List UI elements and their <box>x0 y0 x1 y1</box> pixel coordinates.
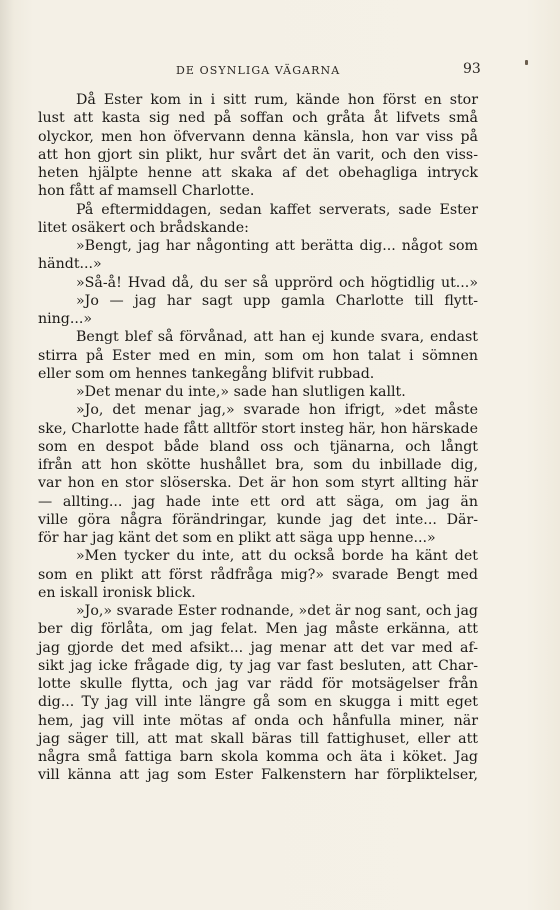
text-line: hem, jag vill inte mötas af onda och hånfulla miner, när <box>38 712 478 729</box>
text-line: ifrån att hon skötte hushållet bra, som du inbillade dig, <box>38 457 478 473</box>
text-line: jag gjorde det med afsikt... jag menar att det var med af- <box>38 639 478 656</box>
text-line: en iskall ironisk blick. <box>38 584 196 601</box>
text-line: »Jo — jag har sagt upp gamla Charlotte till flytt- <box>76 292 478 309</box>
body-text <box>38 91 478 785</box>
text-line: ville göra några förändringar, kunde jag det inte... Där- <box>38 511 478 528</box>
text-line: Bengt blef så förvånad, att han ej kunde svara, endast <box>76 329 478 346</box>
text-line: — allting... jag hade inte ett ord att säga, om jag än <box>38 493 478 510</box>
text-line: att hon gjort sin plikt, hur svårt det än varit, och den viss- <box>38 146 478 163</box>
page-fold-shadow <box>0 0 14 910</box>
text-line: jag säger till, att mat skall bäras till fattighuset, eller att <box>38 730 478 747</box>
text-line: som en plikt att först rådfråga mig?» svarade Bengt med <box>38 566 478 583</box>
text-line: händt...» <box>38 256 102 273</box>
text-line: eller som om hennes tankegång blifvit rubbad. <box>38 365 375 382</box>
text-line: som en despot både bland oss och tjänarna, och långt <box>38 438 478 455</box>
text-line: dig... Ty jag vill inte längre gå som en skugga i mitt eget <box>38 694 478 711</box>
text-line: stirra på Ester med en min, som om hon talat i sömnen <box>38 347 478 364</box>
text-line: olyckor, men hon öfvervann denna känsla, hon var viss på <box>38 128 478 145</box>
text-line: var hon en stor slöserska. Det är hon som styrt allting här <box>38 475 478 492</box>
text-line: »Så-å! Hvad då, du ser så upprörd och högtidlig ut...» <box>76 274 478 291</box>
paper-speck <box>525 60 528 65</box>
text-line: »Jo,» svarade Ester rodnande, »det är nog sant, och jag <box>76 603 478 619</box>
text-line: hon fått af mamsell Charlotte. <box>38 183 255 200</box>
text-line: »Bengt, jag har någonting att berätta dig... något som <box>76 238 478 254</box>
text-line: ber dig förlåta, om jag felat. Men jag måste erkänna, att <box>38 621 478 638</box>
text-line: lust att kasta sig ned på soffan och gråta åt lifvets små <box>38 110 478 127</box>
text-line: »Men tycker du inte, att du också borde ha känt det <box>76 548 478 565</box>
text-line: På eftermiddagen, sedan kaffet serverats, sade Ester <box>76 201 478 218</box>
text-line: lotte skulle flytta, och jag var rädd för motsägelser från <box>38 676 478 692</box>
page-number: 93 <box>463 61 481 77</box>
text-line: ning...» <box>38 311 93 327</box>
text-line: heten hjälpte henne att skaka af det obehagliga intryck <box>38 165 478 181</box>
text-line: för har jag känt det som en plikt att säga upp henne...» <box>38 530 436 546</box>
text-line: »Det menar du inte,» sade han slutligen kallt. <box>76 384 406 400</box>
text-line: »Jo, det menar jag,» svarade hon ifrigt, »det måste <box>76 402 478 419</box>
text-line: några små fattiga barn skola komma och äta i köket. Jag <box>38 749 478 765</box>
text-line: litet osäkert och brådskande: <box>38 219 249 236</box>
running-title: DE OSYNLIGA VÄGARNA <box>176 64 341 77</box>
text-line: ske, Charlotte hade fått alltför stort insteg här, hon härskade <box>38 420 478 437</box>
text-line: Då Ester kom in i sitt rum, kände hon först en stor <box>76 92 478 108</box>
text-line: sikt jag icke frågade dig, ty jag var fast besluten, att Char- <box>38 657 478 674</box>
text-line: vill känna att jag som Ester Falkenstern har förpliktelser, <box>38 767 478 784</box>
